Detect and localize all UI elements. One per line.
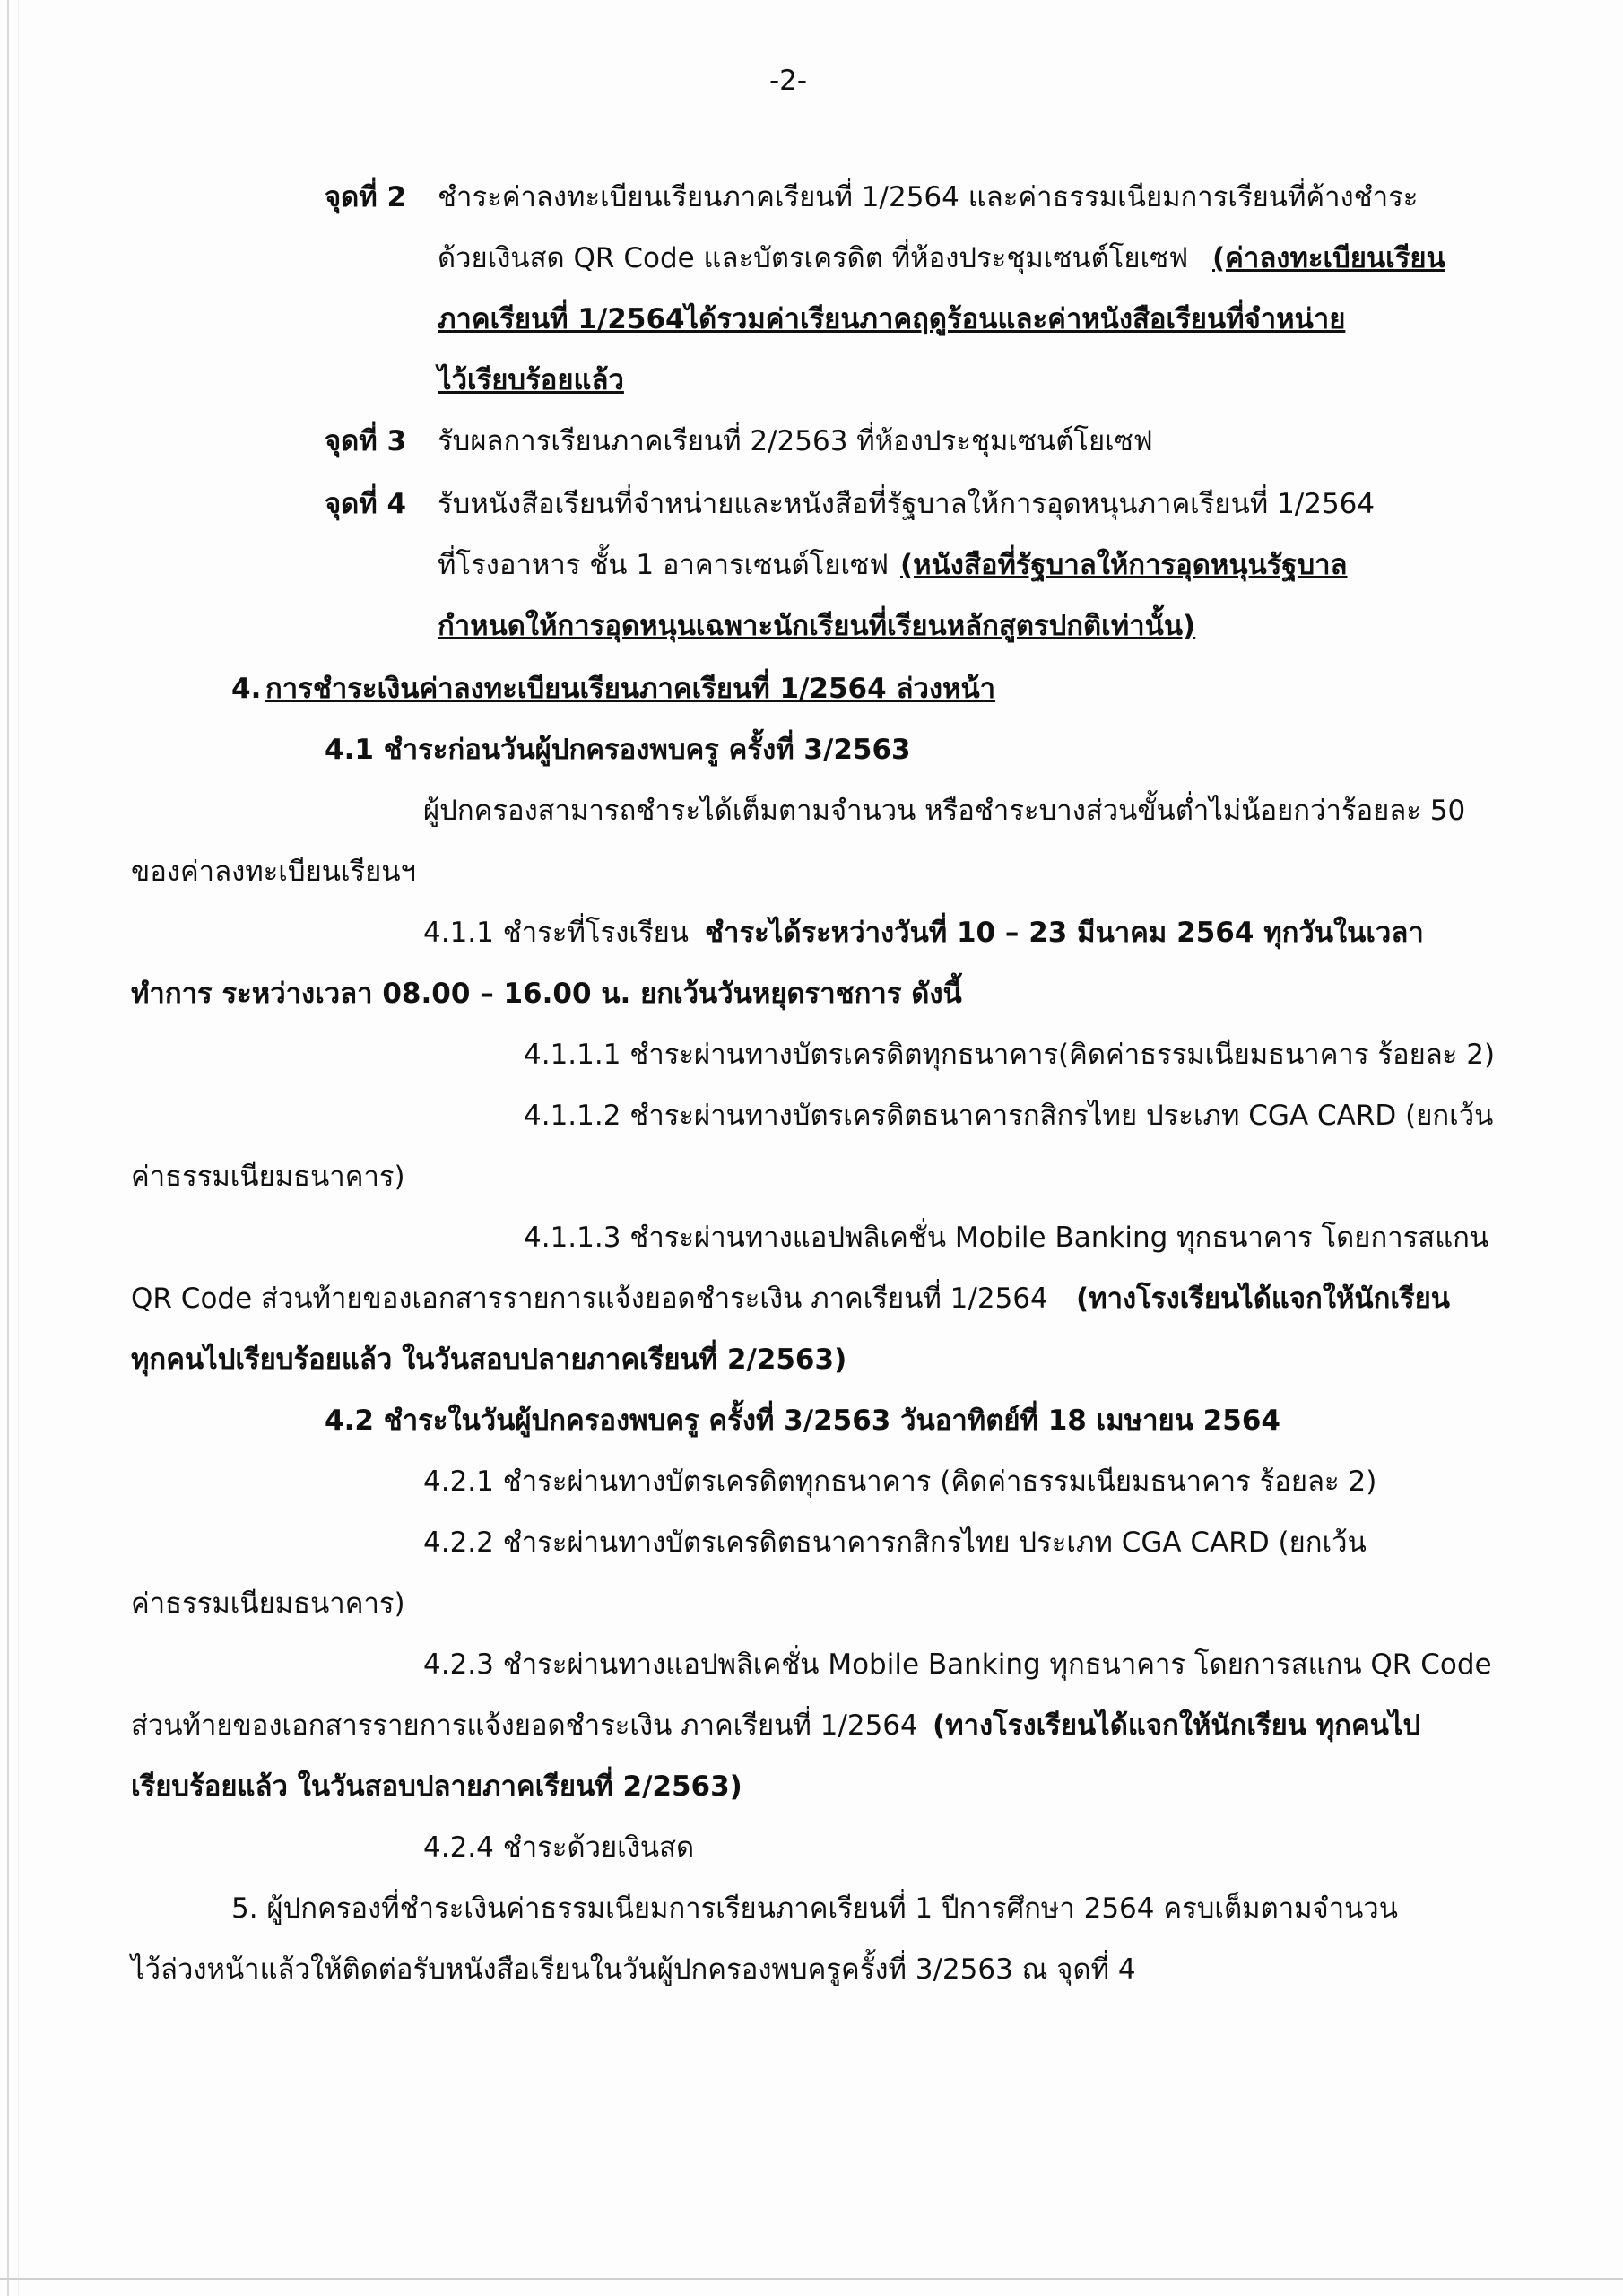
item-4-1-1-3-line-2: QR Code ส่วนท้ายของเอกสารรายการแจ้งยอดชำระเงิน ภาคเรียนที่ 1/2564: [131, 1283, 1048, 1315]
point-4-label: จุดที่ 4: [325, 488, 407, 520]
point-2-note-start: (ค่าลงทะเบียนเรียน: [1212, 242, 1445, 274]
section-4-2-title: 4.2 ชำระในวันผู้ปกครองพบครู ครั้งที่ 3/2563 วันอาทิตย์ที่ 18 เมษายน 2564: [325, 1405, 1280, 1437]
item-4-1-1-2-line-1: 4.1.1.2 ชำระผ่านทางบัตรเครดิตธนาคารกสิกรไทย ประเภท CGA CARD (ยกเว้น: [524, 1100, 1494, 1132]
point-2-line-2: ด้วยเงินสด QR Code และบัตรเครดิต ที่ห้องประชุมเซนต์โยเซฟ: [438, 242, 1189, 274]
section-4-number: 4.: [231, 673, 262, 705]
section-4-title: การชำระเงินค่าลงทะเบียนเรียนภาคเรียนที่ 1/2564 ล่วงหน้า: [265, 673, 996, 705]
page-edge-shadow: [7, 0, 9, 2296]
section-5-line-1: 5. ผู้ปกครองที่ชำระเงินค่าธรรมเนียมการเรียนภาคเรียนที่ 1 ปีการศึกษา 2564 ครบเต็มตามจำนวน: [231, 1892, 1398, 1925]
point-2-label: จุดที่ 2: [325, 181, 407, 213]
item-4-2-2-line-2: ค่าธรรมเนียมธนาคาร): [131, 1587, 405, 1620]
point-4-line-2: ที่โรงอาหาร ชั้น 1 อาคารเซนต์โยเซฟ: [438, 549, 890, 581]
item-4-1-1-dates: ชำระได้ระหว่างวันที่ 10 – 23 มีนาคม 2564 ทุกวันในเวลา: [705, 917, 1424, 949]
page-bottom-edge: [0, 2278, 1623, 2280]
item-4-2-3-line-1: 4.2.3 ชำระผ่านทางแอปพลิเคชั่น Mobile Banking ทุกธนาคาร โดยการสแกน QR Code: [423, 1648, 1492, 1681]
item-4-2-2-line-1: 4.2.2 ชำระผ่านทางบัตรเครดิตธนาคารกสิกรไทย ประเภท CGA CARD (ยกเว้น: [423, 1526, 1367, 1559]
page-edge-shadow: [18, 0, 19, 2296]
item-4-1-1-2-line-2: ค่าธรรมเนียมธนาคาร): [131, 1161, 405, 1193]
page-number: -2-: [769, 65, 808, 97]
item-4-2-3-note-end: เรียบร้อยแล้ว ในวันสอบปลายภาคเรียนที่ 2/2563): [131, 1770, 742, 1803]
item-4-2-3-line-2: ส่วนท้ายของเอกสารรายการแจ้งยอดชำระเงิน ภาคเรียนที่ 1/2564: [131, 1709, 918, 1742]
point-3-label: จุดที่ 3: [325, 425, 407, 457]
item-4-1-1-3-line-1: 4.1.1.3 ชำระผ่านทางแอปพลิเคชั่น Mobile Banking ทุกธนาคาร โดยการสแกน: [524, 1222, 1489, 1254]
section-4-1-para-line-2: ของค่าลงทะเบียนเรียนฯ: [131, 856, 416, 888]
section-4-1-title: 4.1 ชำระก่อนวันผู้ปกครองพบครู ครั้งที่ 3/2563: [325, 734, 911, 766]
point-3-line-1: รับผลการเรียนภาคเรียนที่ 2/2563 ที่ห้องประชุมเซนต์โยเซฟ: [438, 425, 1153, 457]
item-4-1-1-3-note-start: (ทางโรงเรียนได้แจกให้นักเรียน: [1076, 1283, 1450, 1315]
item-4-2-1: 4.2.1 ชำระผ่านทางบัตรเครดิตทุกธนาคาร (คิดค่าธรรมเนียมธนาคาร ร้อยละ 2): [423, 1465, 1377, 1498]
item-4-2-3-note-start: (ทางโรงเรียนได้แจกให้นักเรียน ทุกคนไป: [933, 1709, 1421, 1742]
item-4-1-1-label: 4.1.1 ชำระที่โรงเรียน: [423, 917, 689, 949]
item-4-1-1-1: 4.1.1.1 ชำระผ่านทางบัตรเครดิตทุกธนาคาร(คิดค่าธรรมเนียมธนาคาร ร้อยละ 2): [524, 1039, 1496, 1071]
point-4-note-start: (หนังสือที่รัฐบาลให้การอุดหนุนรัฐบาล: [900, 549, 1348, 581]
item-4-1-1-hours: ทำการ ระหว่างเวลา 08.00 – 16.00 น. ยกเว้นวันหยุดราชการ ดังนี้: [131, 978, 962, 1010]
point-2-line-1: ชำระค่าลงทะเบียนเรียนภาคเรียนที่ 1/2564 และค่าธรรมเนียมการเรียนที่ค้างชำระ: [438, 181, 1419, 213]
item-4-1-1-3-note-end: ทุกคนไปเรียบร้อยแล้ว ในวันสอบปลายภาคเรียนที่ 2/2563): [131, 1344, 847, 1376]
item-4-2-4: 4.2.4 ชำระด้วยเงินสด: [423, 1831, 695, 1864]
section-4-1-para-line-1: ผู้ปกครองสามารถชำระได้เต็มตามจำนวน หรือชำระบางส่วนขั้นต่ำไม่น้อยกว่าร้อยละ 50: [423, 795, 1466, 827]
section-5-line-2: ไว้ล่วงหน้าแล้วให้ติดต่อรับหนังสือเรียนในวันผู้ปกครองพบครูครั้งที่ 3/2563 ณ จุดที่ 4: [131, 1953, 1136, 1986]
point-2-note-line-3: ไว้เรียบร้อยแล้ว: [438, 364, 624, 396]
point-4-note-line-2: กำหนดให้การอุดหนุนเฉพาะนักเรียนที่เรียนหลักสูตรปกติเท่านั้น): [438, 610, 1196, 642]
point-2-note-line-2: ภาคเรียนที่ 1/2564ได้รวมค่าเรียนภาคฤดูร้อนและค่าหนังสือเรียนที่จำหน่าย: [438, 303, 1346, 335]
point-4-line-1: รับหนังสือเรียนที่จำหน่ายและหนังสือที่รัฐบาลให้การอุดหนุนภาคเรียนที่ 1/2564: [438, 488, 1376, 520]
